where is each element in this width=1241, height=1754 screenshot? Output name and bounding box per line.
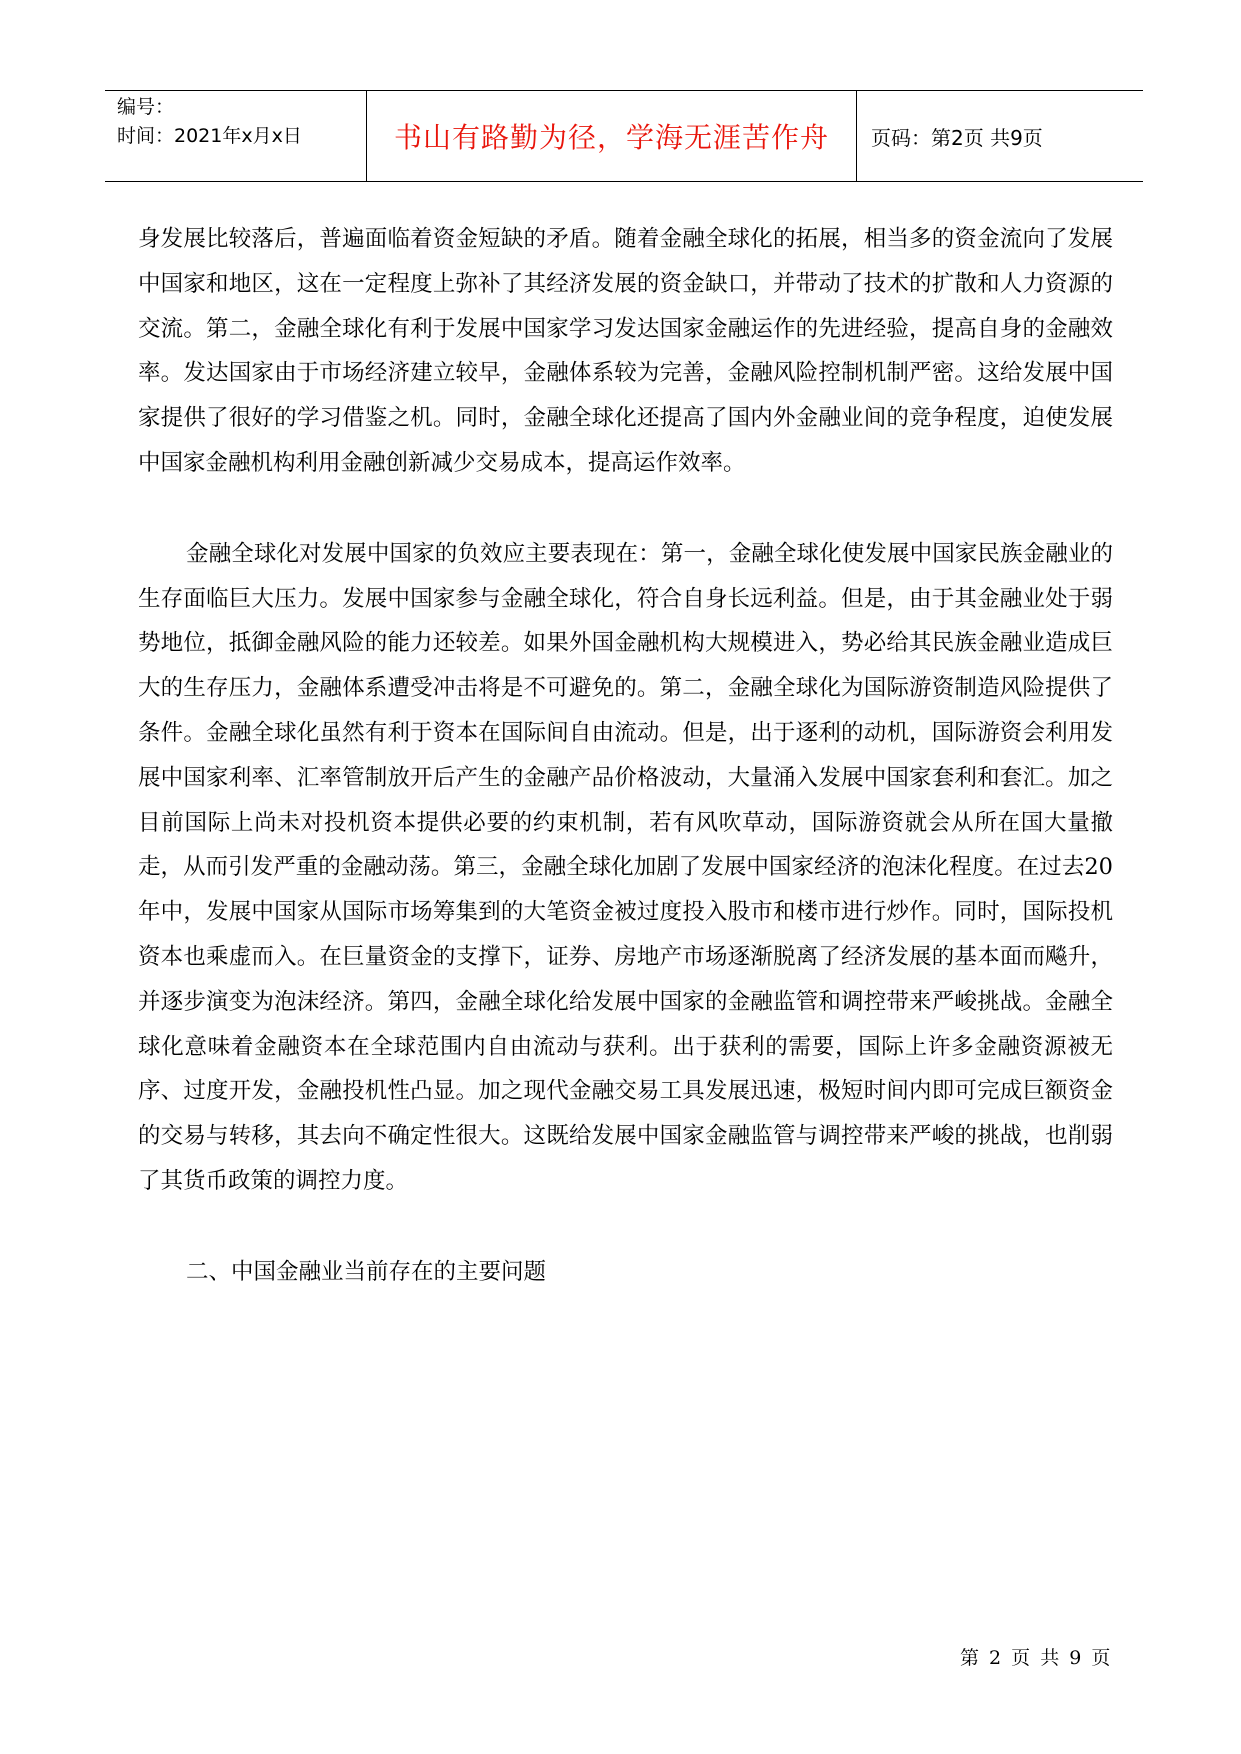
- document-time-label: 时间：2021年x月x日: [117, 125, 302, 147]
- body-paragraph-2: 金融全球化对发展中国家的负效应主要表现在：第一，金融全球化使发展中国家民族金融业的生存面临巨大压力。发展中国家参与金融全球化，符合自身长远利益。但是，由于其金融业处于弱势地位，抵御金融风险的能力还较差。如果外国金融机构大规模进入，势必给其民族金融业造成巨大的生存压力，金融体系遭受冲击将是不可避免的。第二，金融全球化为国际游资制造风险提供了条件。金融全球化虽然有利于资本在国际间自由流动。但是，出于逐利的动机，国际游资会利用发展中国家利率、汇率管制放开后产生的金融产品价格波动，大量涌入发展中国家套利和套汇。加之目前国际上尚未对投机资本提供必要的约束机制，若有风吹草动，国际游资就会从所在国大量撤走，从而引发严重的金融动荡。第三，金融全球化加剧了发展中国家经济的泡沫化程度。在过去20年中，发展中国家从国际市场筹集到的大笔资金被过度投入股市和楼市进行炒作。同时，国际投机资本也乘虚而入。在巨量资金的支撑下，证券、房地产市场逐渐脱离了经济发展的基本面而飚升，并逐步演变为泡沫经济。第四，金融全球化给发展中国家的金融监管和调控带来严峻挑战。金融全球化意味着金融资本在全球范围内自由流动与获利。出于获利的需要，国际上许多金融资源被无序、过度开发，金融投机性凸显。加之现代金融交易工具发展迅速，极短时间内即可完成巨额资金的交易与转移，其去向不确定性很大。这既给发展中国家金融监管与调控带来严峻的挑战，也削弱了其货币政策的调控力度。: [138, 540, 1113, 1194]
- document-body: [138, 217, 1113, 1295]
- section-heading: 二、中国金融业当前存在的主要问题: [186, 1258, 547, 1285]
- page-header: [105, 90, 1143, 182]
- page-footer: 第 2 页 共 9 页: [960, 1647, 1113, 1669]
- document-number-label: 编号：: [117, 96, 175, 118]
- header-page-info: 页码：第2页 共9页: [871, 125, 1043, 150]
- header-motto: 书山有路勤为径，学海无涯苦作舟: [367, 91, 857, 181]
- body-paragraph-1: 身发展比较落后，普遍面临着资金短缺的矛盾。随着金融全球化的拓展，相当多的资金流向了发展中国家和地区，这在一定程度上弥补了其经济发展的资金缺口，并带动了技术的扩散和人力资源的交流。第二，金融全球化有利于发展中国家学习发达国家金融运作的先进经验，提高自身的金融效率。发达国家由于市场经济建立较早，金融体系较为完善，金融风险控制机制严密。这给发展中国家提供了很好的学习借鉴之机。同时，金融全球化还提高了国内外金融业间的竞争程度，迫使发展中国家金融机构利用金融创新减少交易成本，提高运作效率。: [138, 226, 1113, 476]
- header-meta: [105, 91, 367, 181]
